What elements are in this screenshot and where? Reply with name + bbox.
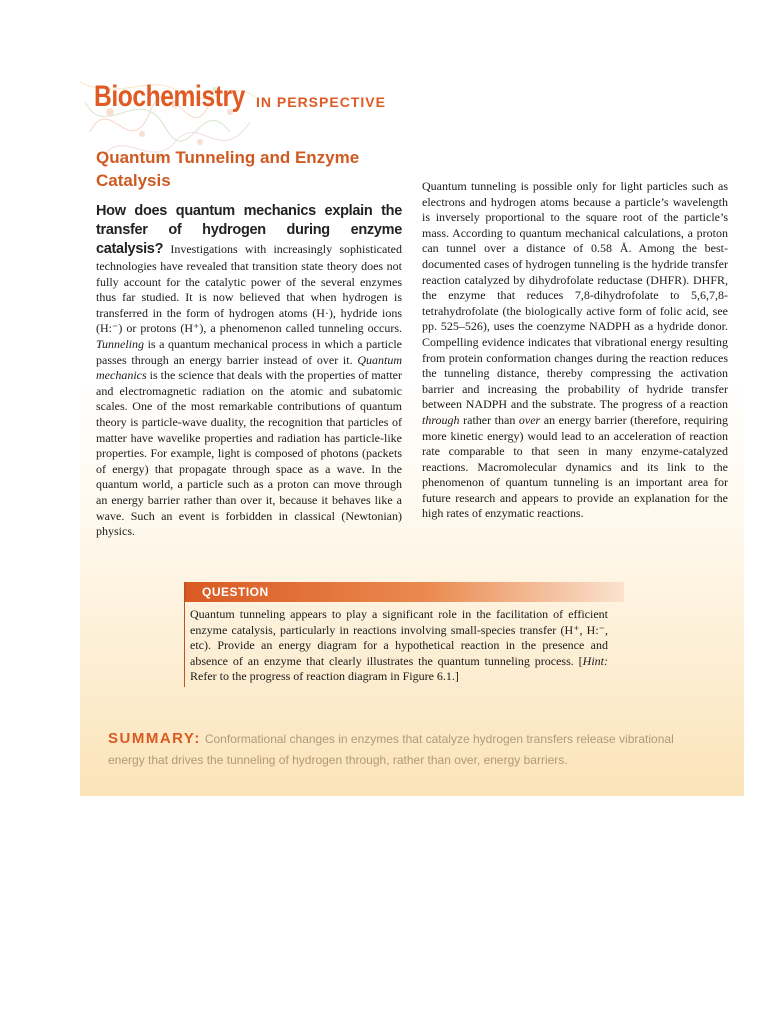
right-column [422, 179, 728, 522]
article-title: Quantum Tunneling and Enzyme Catalysis [96, 148, 360, 190]
summary-label: SUMMARY: [108, 730, 201, 747]
body-text: an energy barrier (therefore, requiring more kinetic energy) would lead to an acceleration of reaction rate comparable to that seen in many enzyme-catalyzed reactions. Macromolecular dynamics and its link to the phenomenon of quantum tunneling is an important area for future research and appears to provide an explanation for the high rates of enzymatic reactions. [422, 412, 729, 521]
summary [108, 728, 708, 771]
body-text: is the science that deals with the properties of matter and electromagnetic radiation on the atomic and subatomic scales. One of the most remarkable contributions of quantum theory is particle-wave duality, the recognition that particles of matter have wavelike properties and radiation has particle-like properties. For example, light is composed of photons (packets of energy) that propagate through space as a wave. In the quantum world, a particle such as a proton can move through an energy barrier rather than over it, because it behaves like a wave. Such an event is forbidden in classical (Newtonian) physics. [96, 368, 402, 539]
term-over: over [518, 412, 541, 427]
hint-label: Hint: [582, 653, 608, 668]
left-column [96, 202, 402, 540]
left-paragraph [96, 202, 402, 540]
question-text-part: Quantum tunneling appears to play a significant role in the facilitation of efficient enzyme catalysis, particularly in reactions involving small-species transfer (H⁺, H:⁻, etc). Provide an energy diagram for a hypothetical reaction in the presence and absence of an enzyme that clearly illustrates the quantum tunneling process. [ [190, 607, 608, 668]
term-through: through [422, 412, 460, 427]
body-text: Investigations with increasingly sophisticated technologies have revealed that transition state theory does not fully account for the catalytic power of the several enzymes thus far studied. It is now believed that when hydrogen is transferred in the form of hydrogen atoms (H·), hydride ions (H:⁻) or protons (H⁺), a phenomenon called tunneling occurs. [96, 242, 402, 336]
summary-text: Conformational changes in enzymes that catalyze hydrogen transfers release vibrational energy that drives the tunneling of hydrogen through, rather than over, energy barriers. [108, 732, 674, 767]
term-tunneling: Tunneling [96, 336, 145, 351]
brand-title: Biochemistry [94, 80, 245, 113]
brand-subtitle: IN PERSPECTIVE [256, 94, 386, 110]
body-text: Quantum tunneling is possible only for light particles such as electrons and hydrogen atoms because a particle’s wavelength is inversely proportional to the square root of the particle’s mass. According to quantum mechanical calculations, a proton can tunnel over a distance of 0.58 Å. Among the best-documented cases of hydrogen tunneling is the hydride transfer reaction catalyzed by dihydrofolate reductase (DHFR). DHFR, the enzyme that reduces 7,8-dihydrofolate to 5,6,7,8-tetrahydrofolate (the biologically active form of folic acid, see pp. 525–526), uses the coenzyme NADPH as a hydride donor. Compelling evidence indicates that vibrational energy resulting from protein conformation changes during the reaction reduces the tunneling distance, thereby compressing the activation barrier and increasing the probability of hydride transfer between NADPH and the substrate. The progress of a reaction [422, 179, 728, 412]
section-branding [94, 80, 386, 114]
question-box [184, 582, 624, 687]
right-paragraph [422, 179, 728, 522]
lead-question: How does quantum mechanics explain the transfer of hydrogen during enzyme catalysis? [96, 203, 402, 257]
term-quantum-mechanics: Quantum mechanics [96, 352, 402, 383]
question-text [184, 602, 608, 687]
question-text-part: Refer to the progress of reaction diagram in Figure 6.1.] [190, 669, 459, 684]
question-header: QUESTION [184, 582, 624, 602]
body-text: rather than [459, 412, 519, 427]
body-text: is a quantum mechanical process in which a particle passes through an energy barrier instead of over it. [96, 336, 402, 367]
